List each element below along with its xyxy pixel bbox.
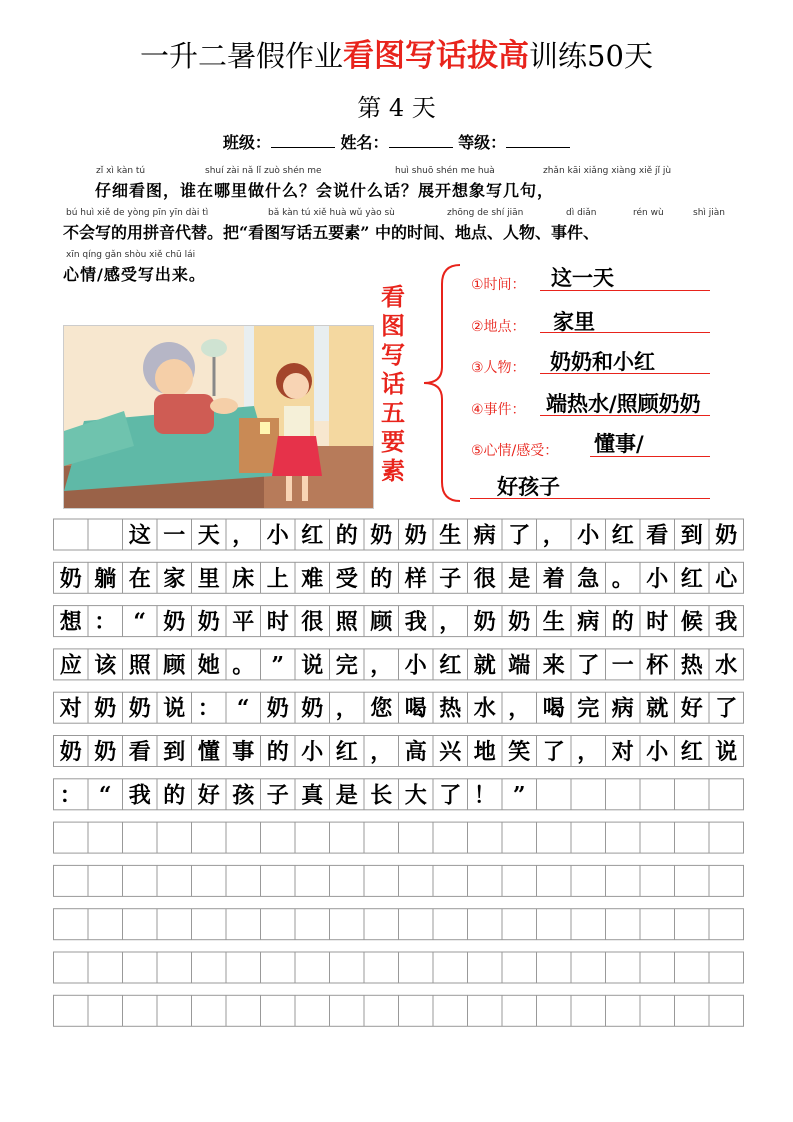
grid-char: 的 <box>163 782 186 809</box>
grid-char: 奶 <box>94 739 117 765</box>
grid-char: 平 <box>232 609 255 636</box>
grid-char: 的 <box>335 522 358 549</box>
grade-blank[interactable] <box>506 133 570 148</box>
grid-char: 懂 <box>197 739 220 765</box>
grid-char: 来 <box>542 652 565 679</box>
grid-row[interactable] <box>54 822 744 853</box>
instruction-line-3: 心情/感受写出来。 <box>63 265 206 284</box>
label-char: 看 <box>381 282 405 311</box>
element-label-people: ③人物： <box>471 360 526 376</box>
day-label: 第 4 天 <box>357 94 436 122</box>
grid-char: 看 <box>646 522 669 549</box>
grid-char: ” <box>512 782 526 809</box>
grid-char: 红 <box>680 565 703 592</box>
grid-char: 到 <box>163 739 186 765</box>
grid-char: 对 <box>611 739 634 765</box>
grid-char: 红 <box>439 652 462 679</box>
pinyin: huì shuō shén me huà <box>395 166 495 176</box>
grid-char: 兴 <box>439 739 462 765</box>
pinyin: shì jiàn <box>693 208 725 218</box>
grid-char: 水 <box>473 695 496 722</box>
grid-char: 好 <box>197 782 220 809</box>
grid-char: 床 <box>232 565 255 592</box>
grid-char: 热 <box>439 695 462 722</box>
pinyin: shuí zài nǎ lǐ zuò shén me <box>205 166 322 176</box>
grid-char: 了 <box>508 522 531 549</box>
title-highlight: 看图写话拔高 <box>343 38 530 74</box>
grid-char: 奶 <box>370 522 393 549</box>
grid-char: 顾 <box>163 652 186 679</box>
grid-char: 杯 <box>646 652 669 679</box>
grid-char: ， <box>542 522 565 549</box>
grid-char: 奶 <box>266 695 289 722</box>
grid-char: “ <box>98 782 112 809</box>
grid-char: 心 <box>715 565 738 592</box>
pinyin: rén wù <box>633 208 664 218</box>
grid-char: 热 <box>680 652 703 679</box>
pinyin: bú huì xiě de yòng pīn yīn dài tì <box>66 208 209 218</box>
grade-label: 等级： <box>458 133 507 152</box>
answer-line <box>540 415 710 416</box>
grid-char: 奶 <box>163 609 186 636</box>
grid-char: ， <box>370 739 393 765</box>
grid-row[interactable] <box>54 649 744 680</box>
grid-char: 她 <box>197 652 220 679</box>
grid-char: 里 <box>197 565 220 592</box>
grid-char: 应 <box>59 652 82 679</box>
grid-char: 难 <box>301 565 324 592</box>
grid-char: 水 <box>715 652 738 679</box>
grid-char: 小 <box>646 565 669 592</box>
grid-char: 您 <box>370 695 393 722</box>
grid-char: 了 <box>715 695 738 722</box>
grid-char: 的 <box>370 565 393 592</box>
grid-char: 我 <box>128 782 151 809</box>
grid-row[interactable] <box>54 952 744 983</box>
grid-char: ， <box>439 609 462 636</box>
grid-char: 病 <box>611 695 634 722</box>
grid-char: 家 <box>163 565 186 592</box>
grid-char: 奶 <box>301 695 324 722</box>
name-blank[interactable] <box>389 133 453 148</box>
label-char: 五 <box>381 398 405 427</box>
grid-char: 红 <box>335 739 358 765</box>
element-label-event: ④事件： <box>471 402 526 418</box>
grid-char: ， <box>370 652 393 679</box>
name-label: 姓名： <box>340 133 389 152</box>
answer-line <box>590 456 710 457</box>
grid-char: ： <box>197 695 220 722</box>
grid-char: 想 <box>59 609 82 636</box>
grid-char: 说 <box>301 652 324 679</box>
element-value-time: 这一天 <box>551 265 614 290</box>
grid-char: 候 <box>680 609 703 636</box>
grid-char: 奶 <box>94 695 117 722</box>
grid-char: 好 <box>680 695 703 722</box>
grid-char: ， <box>232 522 255 549</box>
grid-char: 一 <box>611 652 634 679</box>
answer-line <box>540 332 710 333</box>
grid-char: 照 <box>128 652 151 679</box>
element-label-time: ①时间： <box>471 277 526 293</box>
grid-char: 奶 <box>197 609 220 636</box>
grid-char: 真 <box>301 782 324 809</box>
element-label-place: ②地点： <box>471 319 526 335</box>
grid-char: 红 <box>301 522 324 549</box>
grid-row[interactable] <box>54 779 744 810</box>
grid-char: ” <box>271 652 285 679</box>
pinyin: zǐ xì kàn tú <box>96 166 146 176</box>
answer-line <box>540 373 710 374</box>
grid-char: 急 <box>577 565 600 592</box>
instruction-line-1: 仔细看图，谁在哪里做什么？会说什么话？展开想象写几句， <box>95 181 555 200</box>
grid-char: 完 <box>335 652 358 679</box>
grid-char: 喝 <box>404 695 427 722</box>
grid-char: 时 <box>646 609 669 636</box>
grid-char: 地 <box>473 739 496 765</box>
grid-char: 时 <box>266 609 289 636</box>
element-value-people: 奶奶和小红 <box>550 349 655 374</box>
grid-char: 小 <box>646 739 669 765</box>
grid-char: 病 <box>473 522 496 549</box>
grid-row[interactable] <box>54 995 744 1026</box>
grid-char: 样 <box>404 565 427 592</box>
grid-char: 生 <box>542 609 565 636</box>
class-label: 班级： <box>222 133 271 152</box>
grid-char: 奶 <box>715 522 738 549</box>
grid-row[interactable] <box>54 562 744 593</box>
grid-char: 。 <box>232 652 255 679</box>
class-blank[interactable] <box>271 133 335 148</box>
label-char: 话 <box>381 369 405 398</box>
grid-char: 喝 <box>542 695 565 722</box>
grid-char: 奶 <box>128 695 151 722</box>
grid-row[interactable] <box>54 736 744 767</box>
element-value-feeling: 懂事/ <box>594 431 644 456</box>
grid-char: 看 <box>128 739 151 765</box>
grid-char: 躺 <box>94 565 117 592</box>
grid-char: ， <box>335 695 358 722</box>
grid-char: 着 <box>542 565 565 592</box>
grid-char: 完 <box>577 695 600 722</box>
grid-char: 了 <box>542 739 565 765</box>
grid-char: 了 <box>439 782 462 809</box>
grid-char: 上 <box>266 565 289 592</box>
grid-char: 笑 <box>508 739 531 765</box>
grid-char: 生 <box>439 522 462 549</box>
grid-char: 一 <box>163 522 186 549</box>
grid-char: ： <box>94 609 117 636</box>
answer-line <box>470 498 710 499</box>
brace-icon <box>412 262 462 504</box>
grid-char: 说 <box>163 695 186 722</box>
grid-char: 说 <box>715 739 738 765</box>
grid-char: 。 <box>611 565 634 592</box>
grid-char: 奶 <box>473 609 496 636</box>
element-value-feeling-2: 好孩子 <box>497 474 560 499</box>
grid-row[interactable] <box>54 606 744 637</box>
pinyin: zhōng de shí jiān <box>447 208 524 218</box>
grid-char: 长 <box>370 782 393 809</box>
grid-char: 奶 <box>508 609 531 636</box>
grandma-and-girl-illustration <box>64 326 373 508</box>
label-char: 写 <box>381 340 405 369</box>
element-value-event: 端热水/照顾奶奶 <box>546 391 701 416</box>
grid-char: 大 <box>404 782 427 809</box>
grid-char: 子 <box>266 782 289 809</box>
grid-char: 小 <box>404 652 427 679</box>
grid-char: 这 <box>128 522 151 549</box>
grid-char: 我 <box>715 609 738 636</box>
pinyin: dì diǎn <box>566 208 597 218</box>
grid-char: 我 <box>404 609 427 636</box>
element-value-place: 家里 <box>553 309 595 334</box>
grid-char: ： <box>59 782 82 809</box>
grid-char: 孩 <box>232 782 255 809</box>
grid-char: 奶 <box>59 565 82 592</box>
grid-char: 对 <box>59 695 82 722</box>
grid-char: 奶 <box>404 522 427 549</box>
grid-char: ， <box>577 739 600 765</box>
grid-char: 端 <box>508 652 531 679</box>
grid-char: 就 <box>646 695 669 722</box>
grid-char: 是 <box>335 782 358 809</box>
five-elements-label <box>378 282 408 485</box>
grid-char: 小 <box>301 739 324 765</box>
grid-char: 很 <box>301 609 324 636</box>
grid-char: 很 <box>473 565 496 592</box>
grid-char: 红 <box>611 522 634 549</box>
grid-char: 的 <box>611 609 634 636</box>
grid-char: 的 <box>266 739 289 765</box>
instruction-line-2: 不会写的用拼音代替。把“看图写话五要素” 中的时间、地点、人物、事件、 <box>63 223 599 242</box>
grid-char: “ <box>133 609 147 636</box>
student-info <box>0 130 793 153</box>
label-char: 要 <box>381 427 405 456</box>
grid-row[interactable] <box>54 519 744 550</box>
grid-char: 到 <box>680 522 703 549</box>
grid-char: 事 <box>232 739 255 765</box>
grid-char: 子 <box>439 565 462 592</box>
label-char: 素 <box>381 456 405 485</box>
grid-char: 小 <box>577 522 600 549</box>
grid-row[interactable] <box>54 909 744 940</box>
grid-char: 是 <box>508 565 531 592</box>
grid-char: 顾 <box>370 609 393 636</box>
grid-char: 奶 <box>59 739 82 765</box>
grid-char: ， <box>508 695 531 722</box>
pinyin: bǎ kàn tú xiě huà wǔ yào sù <box>268 208 395 218</box>
grid-char: 了 <box>577 652 600 679</box>
grid-char: 该 <box>94 652 117 679</box>
grid-row[interactable] <box>54 865 744 896</box>
grid-char: 病 <box>577 609 600 636</box>
pinyin: xīn qíng gǎn shòu xiě chū lái <box>66 250 196 260</box>
grid-char: 天 <box>197 522 220 549</box>
grid-char: 小 <box>266 522 289 549</box>
element-label-feeling: ⑤心情/感受： <box>471 443 559 459</box>
grid-char: 照 <box>335 609 358 636</box>
grid-char: 高 <box>404 739 427 765</box>
answer-line <box>540 290 710 291</box>
pinyin: zhǎn kāi xiǎng xiàng xiě jǐ jù <box>543 166 672 176</box>
grid-char: ！ <box>473 782 496 809</box>
illustration <box>63 325 374 509</box>
label-char: 图 <box>381 311 405 340</box>
grid-char: 受 <box>335 565 358 592</box>
grid-char: 红 <box>680 739 703 765</box>
grid-row[interactable] <box>54 692 744 723</box>
writing-grid[interactable] <box>53 518 745 1038</box>
grid-char: 在 <box>128 565 151 592</box>
grid-char: 就 <box>473 652 496 679</box>
page-title: 一升二暑假作业看图写话拔高训练50天 <box>140 38 653 74</box>
grid-char: “ <box>236 695 250 722</box>
